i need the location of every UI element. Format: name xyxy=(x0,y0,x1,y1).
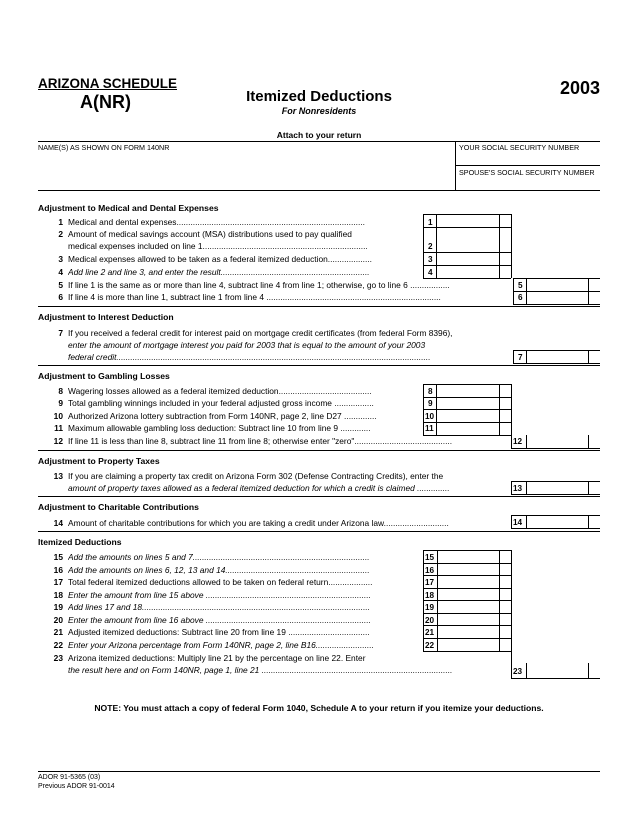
box-label-6: 6 xyxy=(518,293,523,302)
box-label-22: 22 xyxy=(425,641,435,650)
divider xyxy=(511,481,512,494)
rule xyxy=(38,771,600,772)
box-label-16: 16 xyxy=(425,566,435,575)
divider xyxy=(511,515,512,528)
line-14-text: Amount of charitable contributions for which you are taking a credit under Arizona law............................ xyxy=(68,518,449,528)
box-label-2: 2 xyxy=(428,242,433,251)
line-5-text: If line 1 is the same as or more than line 4, subtract line 4 from line 1; otherwise, go to line 6 ................. xyxy=(68,280,450,290)
section-charitable: Adjustment to Charitable Contributions xyxy=(38,502,199,512)
line-7-text-cont: enter the amount of mortgage interest you paid for 2003 that is equal to the amount of your 2003 xyxy=(68,340,426,350)
line-12-input[interactable] xyxy=(527,436,587,447)
line-1-input[interactable] xyxy=(437,215,498,226)
line-number: 21 xyxy=(53,627,63,637)
box-label-5: 5 xyxy=(518,281,523,290)
line-1-text: Medical and dental expenses................................................................................. xyxy=(68,217,365,227)
line-2-text-cont: medical expenses included on line 1....................................................................... xyxy=(68,241,368,251)
rule xyxy=(511,678,600,679)
line-8-text: Wagering losses allowed as a federal itemized deduction........................................ xyxy=(68,386,372,396)
spouse-ssn-label: SPOUSE'S SOCIAL SECURITY NUMBER xyxy=(459,168,595,177)
line-number: 19 xyxy=(53,602,63,612)
line-number: 11 xyxy=(54,423,63,433)
line-18-input[interactable] xyxy=(438,589,498,599)
box-label-11: 11 xyxy=(425,424,434,433)
box-label-13: 13 xyxy=(513,484,523,493)
line-17-input[interactable] xyxy=(438,576,498,587)
rule xyxy=(423,651,511,652)
line-4-text: Add line 2 and line 3, and enter the result................................................................ xyxy=(68,267,370,277)
section-property: Adjustment to Property Taxes xyxy=(38,456,160,466)
names-field[interactable] xyxy=(40,152,450,186)
line-number: 17 xyxy=(53,577,63,587)
line-20-text: Enter the amount from line 16 above ....................................................................... xyxy=(68,615,372,625)
line-20-input[interactable] xyxy=(438,614,498,624)
box-label-7: 7 xyxy=(518,353,523,362)
line-5-input[interactable] xyxy=(527,279,587,290)
box-label-1: 1 xyxy=(428,218,433,227)
box-label-4: 4 xyxy=(428,268,433,277)
line-17-text: Total federal itemized deductions allowed to be taken on federal return................... xyxy=(68,577,373,587)
rule xyxy=(423,278,511,279)
divider xyxy=(588,663,589,678)
divider xyxy=(499,214,500,278)
box-label-14: 14 xyxy=(513,518,523,527)
form-subtitle: For Nonresidents xyxy=(281,106,357,116)
line-3-text: Medical expenses allowed to be taken as a federal itemized deduction................... xyxy=(68,254,372,264)
line-21-text: Adjusted itemized deductions: Subtract line 20 from line 19 ................................... xyxy=(68,627,370,637)
section-itemized: Itemized Deductions xyxy=(38,537,122,547)
divider xyxy=(588,350,589,363)
divider xyxy=(588,481,589,494)
attach-note: Attach to your return xyxy=(276,130,362,140)
line-4-input[interactable] xyxy=(437,266,498,277)
form-id: ADOR 91-5365 (03) xyxy=(38,774,101,781)
attachment-note: NOTE: You must attach a copy of federal Form 1040, Schedule A to your return if you itemize your deductions. xyxy=(94,703,544,713)
line-9-input[interactable] xyxy=(437,398,498,408)
line-11-text: Maximum allowable gambling loss deduction: Subtract line 10 from line 9 ............. xyxy=(68,423,371,433)
line-13-text-cont: amount of property taxes allowed as a federal itemized deduction for which a credit is claimed .............. xyxy=(68,483,450,493)
line-3-input[interactable] xyxy=(437,253,498,264)
divider xyxy=(588,515,589,528)
box-label-10: 10 xyxy=(425,412,435,421)
box-label-20: 20 xyxy=(425,616,435,625)
line-number: 5 xyxy=(58,280,63,290)
box-label-12: 12 xyxy=(513,437,523,446)
rule xyxy=(455,165,600,166)
divider xyxy=(511,651,512,678)
rule xyxy=(511,494,600,495)
line-number: 14 xyxy=(53,518,63,528)
rule xyxy=(511,448,600,449)
box-label-18: 18 xyxy=(425,591,435,600)
schedule-title: ARIZONA SCHEDULE xyxy=(38,76,178,91)
rule xyxy=(38,450,600,451)
divider xyxy=(588,435,589,448)
line-22-text: Enter your Arizona percentage from Form 140NR, page 2, line B16......................... xyxy=(68,640,374,650)
line-number: 12 xyxy=(53,436,63,446)
line-9-text: Total gambling winnings included in your federal adjusted gross income ................. xyxy=(68,398,374,408)
rule xyxy=(38,496,600,497)
line-number: 1 xyxy=(58,217,63,227)
line-11-input[interactable] xyxy=(437,423,498,434)
line-13-input[interactable] xyxy=(527,482,587,493)
line-23-input[interactable] xyxy=(527,665,587,677)
line-23-text-cont: the result here and on Form 140NR, page 1, line 21 .................................................................................. xyxy=(68,665,453,675)
previous-form-id: Previous ADOR 91-0014 xyxy=(38,783,115,790)
line-number: 8 xyxy=(58,386,63,396)
line-number: 10 xyxy=(53,411,63,421)
rule xyxy=(38,141,600,142)
line-7-text-cont2: federal credit....................................................................................................................................... xyxy=(68,352,431,362)
line-13-text: If you are claiming a property tax credit on Arizona Form 302 (Defense Contracting Credits), enter the xyxy=(68,471,444,481)
section-medical: Adjustment to Medical and Dental Expenses xyxy=(38,203,219,213)
line-22-input[interactable] xyxy=(438,639,498,650)
rule xyxy=(38,306,600,307)
line-15-text: Add the amounts on lines 5 and 7............................................................................ xyxy=(68,552,370,562)
names-label: NAME(S) AS SHOWN ON FORM 140NR xyxy=(38,143,170,152)
box-label-17: 17 xyxy=(425,578,435,587)
line-10-text: Authorized Arizona lottery subtraction from Form 140NR, page 2, line D27 .............. xyxy=(68,411,377,421)
rule xyxy=(511,528,600,529)
rule xyxy=(513,304,600,305)
line-number: 23 xyxy=(53,653,63,663)
box-label-3: 3 xyxy=(428,255,433,264)
line-number: 6 xyxy=(58,292,63,302)
tax-year: 2003 xyxy=(559,78,600,98)
line-number: 4 xyxy=(58,267,63,277)
box-label-19: 19 xyxy=(425,603,435,612)
box-label-8: 8 xyxy=(428,387,433,396)
form-title: Itemized Deductions xyxy=(246,88,392,105)
rule xyxy=(513,363,600,364)
divider xyxy=(423,214,424,278)
line-7-text: If you received a federal credit for interest paid on mortgage credit certificates (from federal Form 8396), xyxy=(68,328,453,338)
box-label-15: 15 xyxy=(425,553,435,562)
line-number: 22 xyxy=(53,640,63,650)
line-21-input[interactable] xyxy=(438,626,498,637)
line-23-text: Arizona itemized deductions: Multiply line 21 by the percentage on line 22. Enter xyxy=(68,653,366,663)
section-interest: Adjustment to Interest Deduction xyxy=(38,312,174,322)
rule xyxy=(423,435,511,436)
line-15-input[interactable] xyxy=(438,551,498,562)
rule xyxy=(38,365,600,366)
line-14-input[interactable] xyxy=(527,516,587,527)
rule xyxy=(38,190,600,191)
line-number: 3 xyxy=(58,254,63,264)
line-18-text: Enter the amount from line 15 above ....................................................................... xyxy=(68,590,372,600)
line-8-input[interactable] xyxy=(437,385,498,396)
divider xyxy=(511,435,512,448)
line-number: 9 xyxy=(58,398,63,408)
line-12-text: If line 11 is less than line 8, subtract line 11 from line 8; otherwise enter "zero".......................................... xyxy=(68,436,453,446)
divider xyxy=(511,550,512,651)
line-10-input[interactable] xyxy=(437,410,498,421)
ssn-field[interactable] xyxy=(458,153,598,164)
line-7-input[interactable] xyxy=(527,351,587,362)
divider xyxy=(511,384,512,435)
schedule-code: A(NR) xyxy=(80,92,131,112)
rule xyxy=(38,531,600,532)
line-number: 7 xyxy=(58,328,63,338)
line-2-input[interactable] xyxy=(437,240,498,251)
line-19-text: Add lines 17 and 18.................................................................................................. xyxy=(68,602,371,612)
line-6-text: If line 4 is more than line 1, subtract line 1 from line 4 ........................................................................... xyxy=(68,292,441,302)
line-number: 13 xyxy=(53,471,63,481)
divider xyxy=(511,214,512,278)
line-number: 15 xyxy=(53,552,63,562)
line-16-text: Add the amounts on lines 6, 12, 13 and 14.............................................................. xyxy=(68,565,370,575)
line-19-input[interactable] xyxy=(438,601,498,612)
line-number: 16 xyxy=(53,565,63,575)
box-label-23: 23 xyxy=(513,667,523,676)
line-number: 18 xyxy=(53,590,63,600)
spouse-ssn-field[interactable] xyxy=(458,177,598,188)
line-16-input[interactable] xyxy=(438,564,498,574)
divider xyxy=(513,350,514,363)
line-6-input[interactable] xyxy=(527,292,587,303)
box-label-9: 9 xyxy=(428,399,433,408)
ssn-label: YOUR SOCIAL SECURITY NUMBER xyxy=(459,143,580,152)
rule xyxy=(423,227,511,228)
line-2-text: Amount of medical savings account (MSA) distributions used to pay qualified xyxy=(68,229,352,239)
section-gambling: Adjustment to Gambling Losses xyxy=(38,371,170,381)
line-number: 2 xyxy=(58,229,63,239)
box-label-21: 21 xyxy=(425,628,435,637)
line-number: 20 xyxy=(53,615,63,625)
